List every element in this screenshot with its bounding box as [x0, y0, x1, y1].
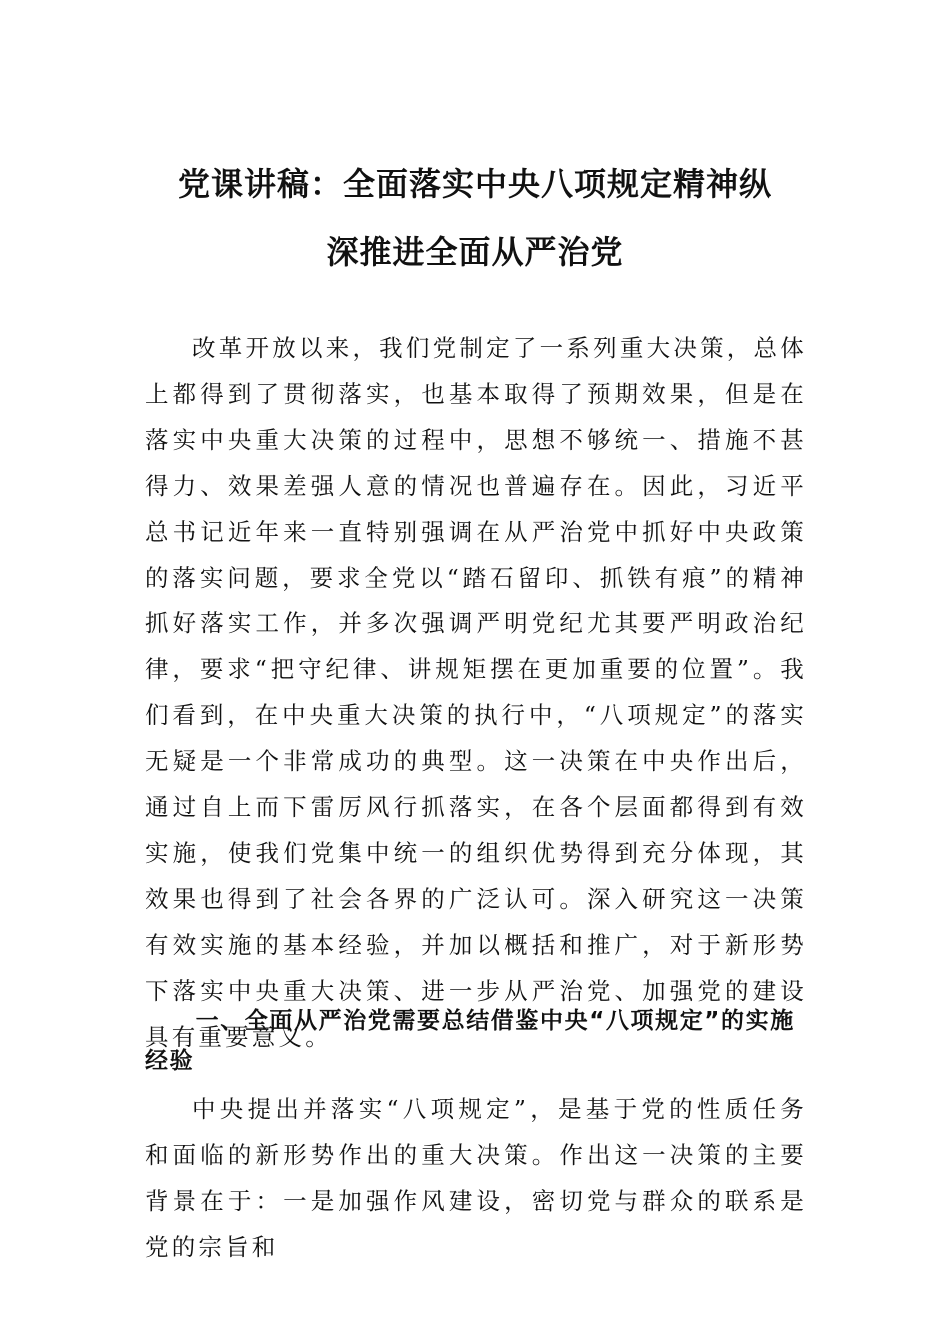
title-line-1: 党课讲稿：全面落实中央八项规定精神纵: [177, 165, 772, 203]
section-heading-1: 一、全面从严治党需要总结借鉴中央“八项规定”的实施经验: [145, 1008, 795, 1074]
intro-paragraph: 改革开放以来，我们党制定了一系列重大决策，总体上都得到了贯彻落实，也基本取得了预期效果，但是在落实中央重大决策的过程中，思想不够统一、措施不甚得力、效果差强人意的情况也普遍存在。因此，习近平总书记近年来一直特别强调在从严治党中抓好中央政策的落实问题，要求全党以“踏石留印、抓铁有痕”的精神抓好落实工作，并多次强调严明党纪尤其要严明政治纪律，要求“把守纪律、讲规矩摆在更加重要的位置”。我们看到，在中央重大决策的执行中，“八项规定”的落实无疑是一个非常成功的典型。这一决策在中央作出后，通过自上而下雷厉风行抓落实，在各个层面都得到有效实施，使我们党集中统一的组织优势得到充分体现，其效果也得到了社会各界的广泛认可。深入研究这一决策有效实施的基本经验，并加以概括和推广，对于新形势下落实中央重大决策、进一步从严治党、加强党的建设具有重要意义。: [145, 334, 807, 1051]
section-1-paragraph: 中央提出并落实“八项规定”，是基于党的性质任务和面临的新形势作出的重大决策。作出这一决策的主要背景在于：一是加强作风建设，密切党与群众的联系是党的宗旨和: [145, 1095, 807, 1261]
title-line-2: 深推进全面从严治党: [326, 233, 624, 271]
document-title: [145, 150, 805, 286]
